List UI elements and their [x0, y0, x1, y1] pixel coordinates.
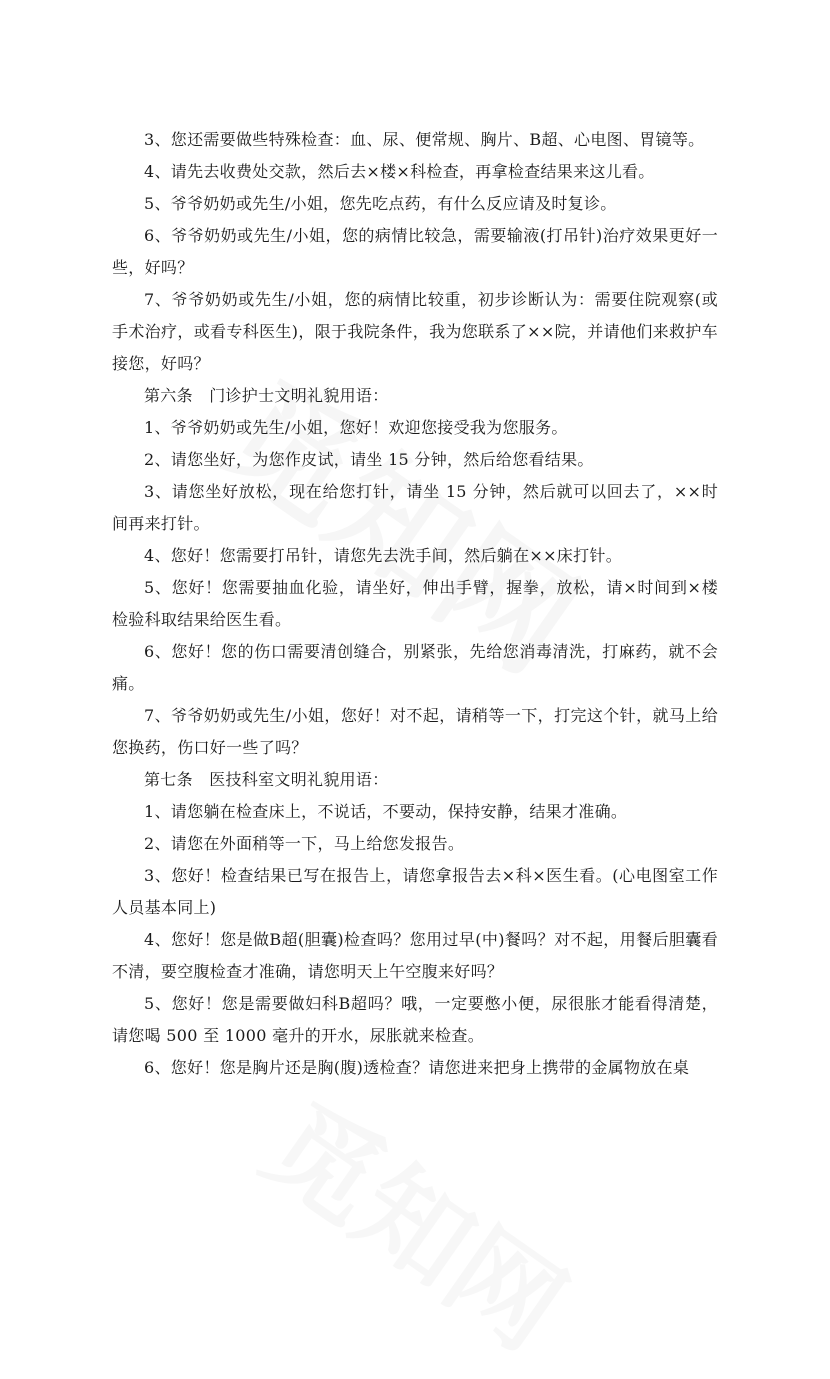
paragraph-item-6-infusion: 6、爷爷奶奶或先生/小姐，您的病情比较急，需要输液(打吊针)治疗效果更好一些，好吗？ — [112, 226, 718, 277]
section-heading-article-6: 第六条 门诊护士文明礼貌用语： — [144, 386, 389, 405]
paragraph-tech-item-4: 4、您好！您是做B超(胆囊)检查吗？您用过早(中)餐吗？对不起，用餐后胆囊看不清，要空腹检查才准确，请您明天上午空腹来好吗？ — [112, 930, 718, 981]
paragraph-nurse-item-4: 4、您好！您需要打吊针，请您先去洗手间，然后躺在××床打针。 — [144, 546, 622, 565]
paragraph-nurse-item-5: 5、您好！您需要抽血化验，请坐好，伸出手臂，握拳，放松，请×时间到×楼检验科取结果给医生看。 — [112, 578, 718, 629]
paragraph-item-5-medication: 5、爷爷奶奶或先生/小姐，您先吃点药，有什么反应请及时复诊。 — [144, 194, 617, 213]
watermark-bottom — [239, 1060, 600, 1379]
paragraph-item-7-hospitalization: 7、爷爷奶奶或先生/小姐，您的病情比较重，初步诊断认为：需要住院观察(或手术治疗，或看专科医生)，限于我院条件，我为您联系了××院，并请他们来救护车接您，好吗？ — [112, 290, 718, 373]
paragraph-tech-item-6: 6、您好！您是胸片还是胸(腹)透检查？请您进来把身上携带的金属物放在桌 — [144, 1058, 690, 1077]
paragraph-nurse-item-3: 3、请您坐好放松，现在给您打针，请坐 15 分钟，然后就可以回去了，××时间再来打针。 — [112, 482, 718, 533]
section-heading-article-7: 第七条 医技科室文明礼貌用语： — [144, 770, 389, 789]
paragraph-nurse-item-1: 1、爷爷奶奶或先生/小姐，您好！欢迎您接受我为您服务。 — [144, 418, 568, 437]
paragraph-item-3-special-exams: 3、您还需要做些特殊检查：血、尿、便常规、胸片、B超、心电图、胃镜等。 — [144, 130, 705, 149]
paragraph-nurse-item-2: 2、请您坐好，为您作皮试，请坐 15 分钟，然后给您看结果。 — [144, 450, 594, 469]
paragraph-tech-item-2: 2、请您在外面稍等一下，马上给您发报告。 — [144, 834, 465, 853]
paragraph-tech-item-3: 3、您好！检查结果已写在报告上，请您拿报告去×科×医生看。(心电图室工作人员基本同上) — [112, 866, 718, 917]
paragraph-tech-item-1: 1、请您躺在检查床上，不说话，不要动，保持安静，结果才准确。 — [144, 802, 628, 821]
paragraph-item-4-payment: 4、请先去收费处交款，然后去×楼×科检查，再拿检查结果来这儿看。 — [144, 162, 655, 181]
paragraph-nurse-item-7: 7、爷爷奶奶或先生/小姐，您好！对不起，请稍等一下，打完这个针，就马上给您换药，伤口好一些了吗？ — [112, 706, 718, 757]
paragraph-tech-item-5: 5、您好！您是需要做妇科B超吗？哦，一定要憋小便，尿很胀才能看得清楚，请您喝 500 至 1000 毫升的开水，尿胀就来检查。 — [112, 994, 718, 1045]
paragraph-nurse-item-6: 6、您好！您的伤口需要清创缝合，别紧张，先给您消毒清洗，打麻药，就不会痛。 — [112, 642, 718, 693]
document-body — [112, 124, 718, 1084]
